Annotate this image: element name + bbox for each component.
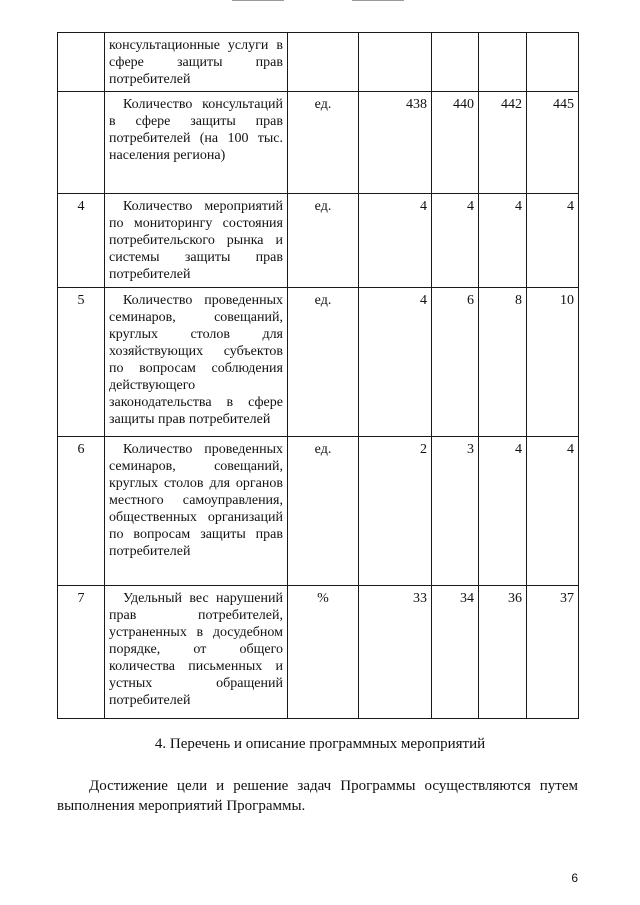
row-number [58, 33, 105, 92]
value-cell [432, 33, 479, 92]
scan-artifact-line-right [352, 0, 404, 1]
value-cell: 4 [359, 194, 432, 288]
indicator-name-cell [105, 586, 288, 719]
scan-artifact-line-left [232, 0, 284, 1]
indicator-name: Количество мероприятий по мониторингу состояния потребительского рынка и системы защиты прав потребителей [109, 199, 283, 282]
value-cell: 4 [527, 194, 579, 288]
value-cell: 4 [432, 194, 479, 288]
body-paragraph: Достижение цели и решение задач Программы осуществляются путем выполнения мероприятий Программы. [57, 778, 578, 814]
unit-cell [288, 33, 359, 92]
value-cell: 4 [359, 288, 432, 437]
table-row [58, 586, 579, 719]
value-cell: 34 [432, 586, 479, 719]
indicator-name-cell [105, 194, 288, 288]
value-cell: 37 [527, 586, 579, 719]
value-cell: 2 [359, 437, 432, 586]
value-cell: 442 [479, 92, 527, 194]
table-row [58, 437, 579, 586]
value-cell [479, 33, 527, 92]
indicator-name: консультационные услуги в сфере защиты прав потребителей [105, 33, 288, 92]
value-cell: 3 [432, 437, 479, 586]
value-cell: 8 [479, 288, 527, 437]
table-row [58, 92, 579, 194]
value-cell: 445 [527, 92, 579, 194]
unit-cell: % [288, 586, 359, 719]
row-number [58, 92, 105, 194]
indicator-name: Количество проведенных семинаров, совещаний, круглых столов для хозяйствующих субъектов по вопросам соблюдения действующего законодательства в сфере защиты прав потребителей [109, 293, 283, 427]
indicator-name-cell [105, 437, 288, 586]
row-number: 4 [58, 194, 105, 288]
value-cell: 10 [527, 288, 579, 437]
section-heading: 4. Перечень и описание программных мероприятий [154, 736, 486, 752]
indicator-name: Количество проведенных семинаров, совещаний, круглых столов для органов местного самоуправления, общественных организаций по вопросам защиты прав потребителей [109, 442, 283, 559]
row-number: 7 [58, 586, 105, 719]
indicator-name: Удельный вес нарушений прав потребителей, устраненных в досудебном порядке, от общего количества письменных и устных обращений потребителей [109, 591, 283, 708]
table-row [58, 288, 579, 437]
row-number: 5 [58, 288, 105, 437]
value-cell [359, 33, 432, 92]
unit-cell: ед. [288, 92, 359, 194]
unit-cell: ед. [288, 288, 359, 437]
value-cell: 36 [479, 586, 527, 719]
page-number: 6 [571, 871, 578, 885]
value-cell: 4 [479, 194, 527, 288]
indicator-name-cell [105, 92, 288, 194]
value-cell: 33 [359, 586, 432, 719]
unit-cell: ед. [288, 437, 359, 586]
indicator-name-cell [105, 288, 288, 437]
value-cell [527, 33, 579, 92]
indicators-table [57, 32, 579, 719]
table-row [58, 33, 579, 92]
value-cell: 6 [432, 288, 479, 437]
unit-cell: ед. [288, 194, 359, 288]
value-cell: 440 [432, 92, 479, 194]
value-cell: 438 [359, 92, 432, 194]
indicator-name: Количество консультаций в сфере защиты прав потребителей (на 100 тыс. населения региона) [109, 97, 283, 163]
value-cell: 4 [479, 437, 527, 586]
table-row [58, 194, 579, 288]
value-cell: 4 [527, 437, 579, 586]
row-number: 6 [58, 437, 105, 586]
